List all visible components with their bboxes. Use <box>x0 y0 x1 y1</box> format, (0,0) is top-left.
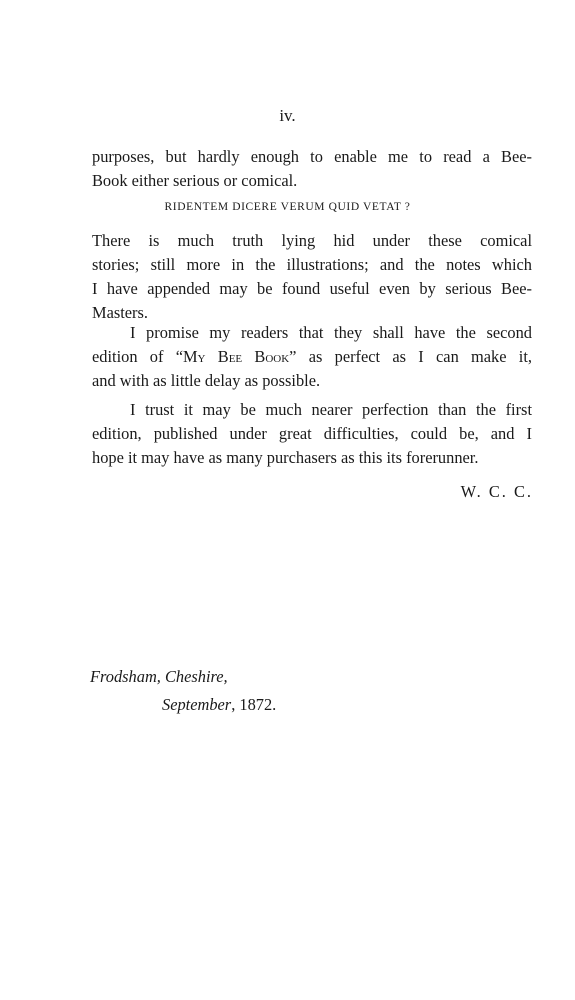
paragraph-line: There is much truth lying hid under these comical <box>92 231 532 250</box>
paragraph-line: edition, published under great difficulties, could be, and I <box>92 424 532 443</box>
paragraph-line: Book either serious or comical. <box>92 171 298 190</box>
page-number: iv. <box>279 106 296 125</box>
paragraph-line: and with as little delay as possible. <box>92 371 321 390</box>
book-title: My Bee Book <box>182 347 290 366</box>
paragraph-line: I have appended may be found useful even by serious Bee- <box>92 279 532 298</box>
paragraph-comical-stories <box>92 229 532 325</box>
latin-motto: RIDENTEM DICERE VERUM QUID VETAT ? <box>164 201 411 213</box>
paragraph-line: stories; still more in the illustrations; and the notes which <box>92 255 532 274</box>
paragraph-line: purposes, but hardly enough to enable me to read a Bee- <box>92 147 532 166</box>
paragraph-line: I trust it may be much nearer perfection than the first <box>130 400 532 419</box>
author-signature: W. C. C. <box>460 482 533 501</box>
place-line: Frodsham, Cheshire, <box>90 667 228 686</box>
line-text: ” as perfect as I can make it, <box>289 347 532 366</box>
paragraph-second-edition <box>92 321 532 393</box>
line-text: edition of “ <box>92 347 183 366</box>
date-line <box>162 695 276 715</box>
paragraph-perfection <box>92 398 532 470</box>
paragraph-line <box>92 345 532 369</box>
date-year: , 1872. <box>231 695 277 714</box>
date-month: September <box>162 695 232 714</box>
paragraph-continued <box>92 145 532 193</box>
paragraph-line: I promise my readers that they shall have the second <box>130 323 532 342</box>
paragraph-line: Masters. <box>92 303 148 322</box>
paragraph-line: hope it may have as many purchasers as this its forerunner. <box>92 448 479 467</box>
